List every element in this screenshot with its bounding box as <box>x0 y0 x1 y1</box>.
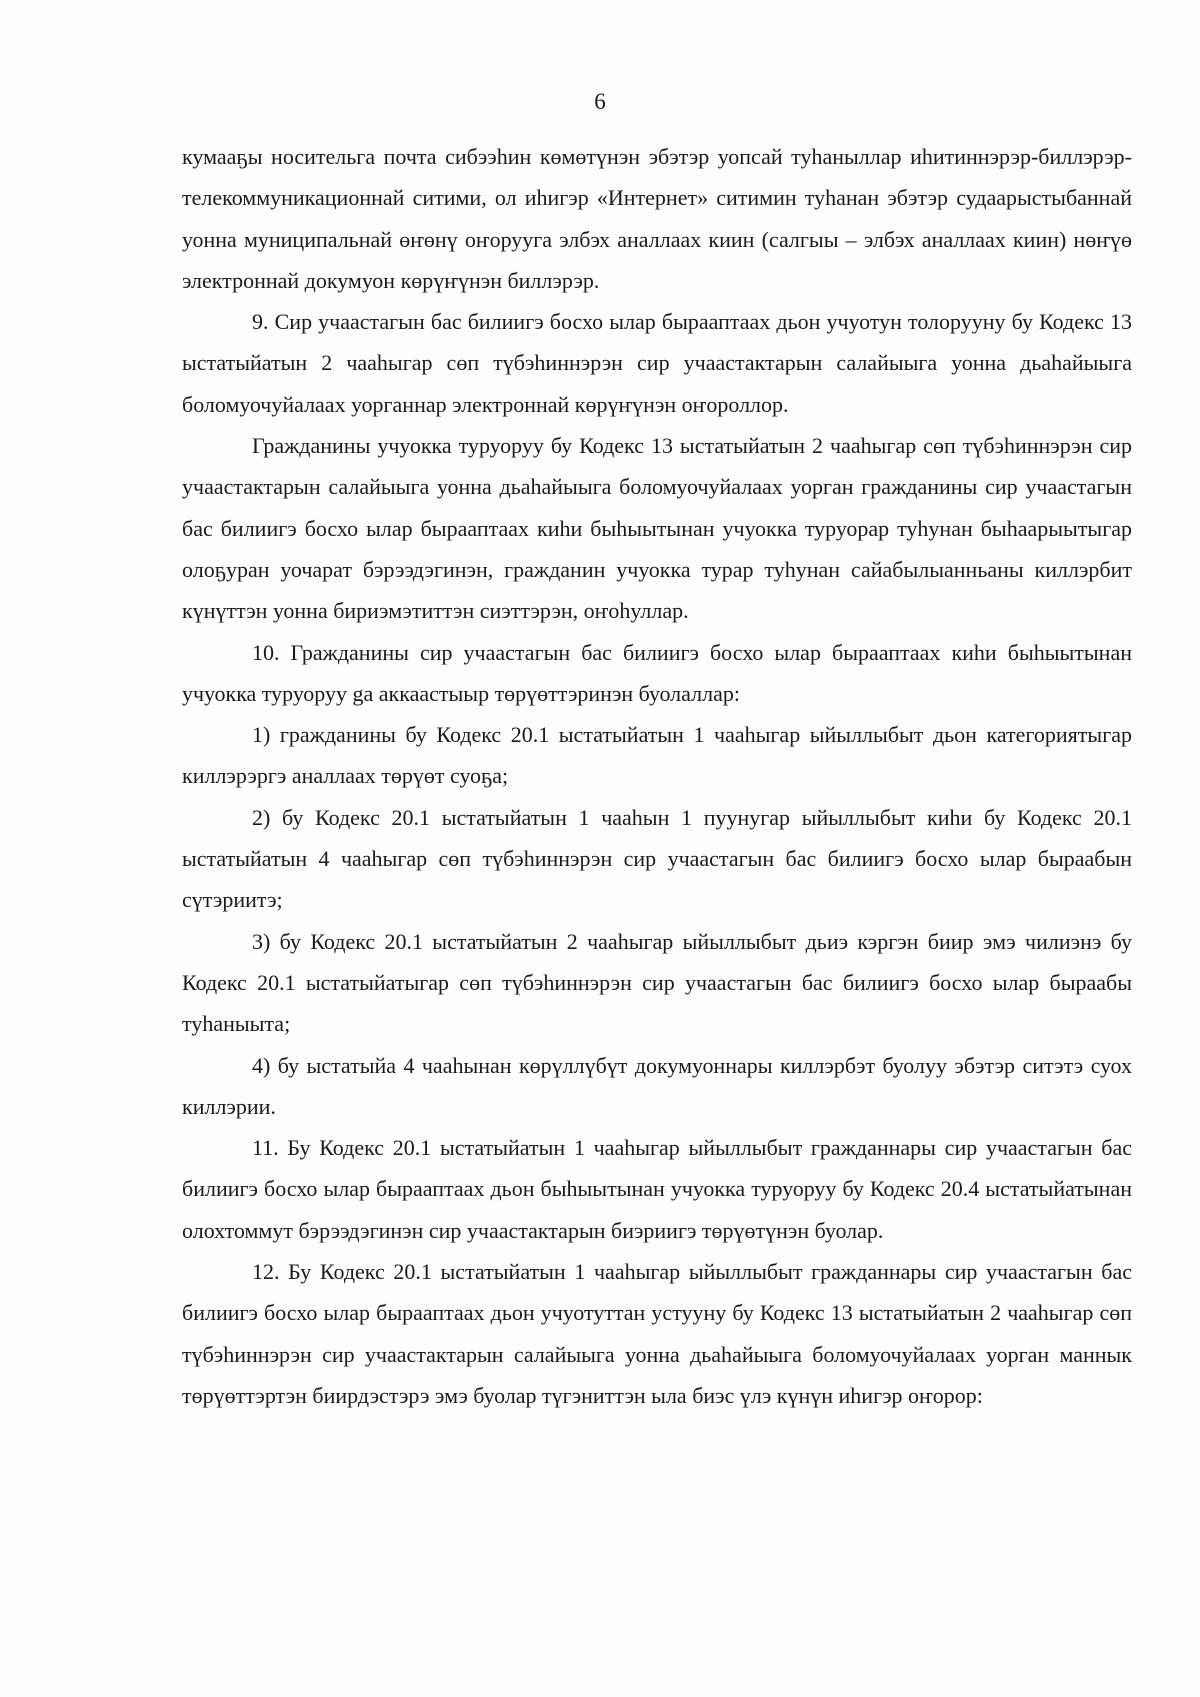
page-number: 6 <box>594 89 606 114</box>
paragraph-10-item-4: 4) бу ыстатыйа 4 чааһынан көрүллүбүт докумуоннары киллэрбэт буолуу эбэтэр ситэтэ суох киллэрии. <box>182 1052 1132 1119</box>
paragraph-10-item-3: 3) бу Кодекс 20.1 ыстатыйатын 2 чааһыгар ыйыллыбыт дьиэ кэргэн биир эмэ чилиэнэ бу Кодекс 20.1 ыстатыйатыгар сөп түбэһиннэрэн сир учаастагын бас билиигэ босхо ылар быраабы туһаныыта; <box>182 928 1132 1037</box>
paragraph-10: 10. Гражданины сир учаастагын бас билиигэ босхо ылар бырааптаах киһи быһыытынан учуокка туруоруу ga аккаастыыр төрүөттэринэн буолаллар: <box>182 639 1132 706</box>
document-body <box>182 136 1132 1416</box>
paragraph-9-registration: Гражданины учуокка туруоруу бу Кодекс 13 ыстатыйатын 2 чааһыгар сөп түбэһиннэрэн сир учаастактарын салайыыга уонна дьаһайыыга боломуочуйалаах уорган гражданины сир учаастагын бас билиигэ босхо ылар бырааптаах киһи быһыытынан учуокка туруорар туһунан быһаарыытыгар олоҕуран уочарат бэрээдэгинэн, гражданин учуокка турар туһунан сайабылыанньаны киллэрбит күнүттэн уонна бириэмэтиттэн сиэттэрэн, оҥоһуллар. <box>182 433 1132 624</box>
paragraph-10-item-1: 1) гражданины бу Кодекс 20.1 ыстатыйатын 1 чааһыгар ыйыллыбыт дьон категориятыгар киллэрэргэ аналлаах төрүөт суоҕа; <box>182 722 1132 789</box>
paragraph-11: 11. Бу Кодекс 20.1 ыстатыйатын 1 чааһыгар ыйыллыбыт гражданнары сир учаастагын бас билиигэ босхо ылар бырааптаах дьон быһыытынан учуокка туруоруу бу Кодекс 20.4 ыстатыйатынан олохтоммут бэрээдэгинэн сир учаастактарын биэриигэ төрүөтүнэн буолар. <box>182 1135 1132 1243</box>
paragraph-continuation: кумааҕы носительга почта сибээһин көмөтүнэн эбэтэр уопсай туһаныллар иһитиннэрэр-биллэрэр-телекоммуникационнай ситими, ол иһигэр «Интернет» ситимин туһанан эбэтэр судаарыстыбаннай уонна муниципальнай өҥөнү оҥорууга элбэх аналлаах киин (салгыы – элбэх аналлаах киин) нөҥүө электроннай докумуон көрүҥүнэн биллэрэр. <box>182 144 1132 293</box>
paragraph-9: 9. Сир учаастагын бас билиигэ босхо ылар бырааптаах дьон учуотун толорууну бу Кодекс 13 ыстатыйатын 2 чааһыгар сөп түбэһиннэрэн сир учаастактарын салайыыга уонна дьаһайыыга боломуочуйалаах уорганнар электроннай көрүҥүнэн оҥороллор. <box>182 309 1132 417</box>
paragraph-12: 12. Бу Кодекс 20.1 ыстатыйатын 1 чааһыгар ыйыллыбыт гражданнары сир учаастагын бас билиигэ босхо ылар бырааптаах дьон учуотуттан устууну бу Кодекс 13 ыстатыйатын 2 чааһыгар сөп түбэһиннэрэн сир учаастактарын салайыыга уонна дьаһайыыга боломуочуйалаах уорган маннык төрүөттэртэн биирдэстэрэ эмэ буолар түгэниттэн ыла биэс үлэ күнүн иһигэр оҥорор: <box>182 1259 1132 1408</box>
paragraph-10-item-2: 2) бу Кодекс 20.1 ыстатыйатын 1 чааһын 1 пуунугар ыйыллыбыт киһи бу Кодекс 20.1 ыстатыйатын 4 чааһыгар сөп түбэһиннэрэн сир учаастагын бас билиигэ босхо ылар быраабын сүтэриитэ; <box>182 804 1132 913</box>
